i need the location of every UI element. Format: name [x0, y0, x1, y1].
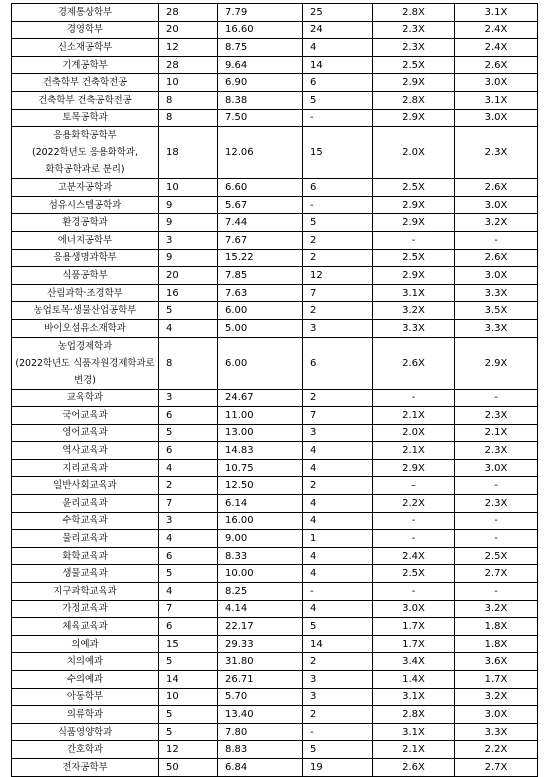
table-row	[12, 653, 538, 671]
waitlist-cell: 4	[303, 459, 373, 477]
department-cell: 윤리교육과	[12, 495, 159, 513]
competition-rate-cell: 15.22	[218, 249, 303, 267]
waitlist-cell: 2	[303, 706, 373, 724]
grade-b-cell: 3.0X	[455, 196, 538, 214]
grade-b-cell: 2.3X	[455, 442, 538, 460]
table-row	[12, 442, 538, 460]
competition-rate-cell: 7.50	[218, 109, 303, 127]
department-cell: 건축학부 건축공학전공	[12, 91, 159, 109]
table-row	[12, 758, 538, 776]
table-row	[12, 302, 538, 320]
grade-b-cell: 3.3X	[455, 284, 538, 302]
department-cell: 고분자공학과	[12, 179, 159, 197]
grade-b-cell: 2.3X	[455, 495, 538, 513]
department-cell: 섬유시스템공학과	[12, 196, 159, 214]
grade-b-cell: 3.0X	[455, 706, 538, 724]
waitlist-cell: 2	[303, 389, 373, 407]
table-row	[12, 267, 538, 285]
grade-a-cell: 2.1X	[373, 442, 455, 460]
quota-cell: 4	[159, 319, 218, 337]
waitlist-cell: 3	[303, 424, 373, 442]
quota-cell: 6	[159, 547, 218, 565]
grade-a-cell: 2.9X	[373, 109, 455, 127]
grade-b-cell: -	[455, 477, 538, 495]
department-cell: 화학교육과	[12, 547, 159, 565]
grade-a-cell: -	[373, 530, 455, 548]
waitlist-cell: -	[303, 109, 373, 127]
table-row	[12, 512, 538, 530]
competition-rate-cell: 6.84	[218, 758, 303, 776]
table-row	[12, 21, 538, 39]
waitlist-cell: 3	[303, 671, 373, 689]
table-row	[12, 231, 538, 249]
grade-a-cell: 2.9X	[373, 196, 455, 214]
waitlist-cell: 4	[303, 565, 373, 583]
table-row	[12, 583, 538, 601]
grade-a-cell: 1.4X	[373, 671, 455, 689]
competition-rate-cell: 12.50	[218, 477, 303, 495]
grade-b-cell: -	[455, 231, 538, 249]
table-row	[12, 319, 538, 337]
waitlist-cell: 2	[303, 249, 373, 267]
department-cell: 아동학부	[12, 688, 159, 706]
grade-a-cell: 2.8X	[373, 91, 455, 109]
quota-cell: 20	[159, 267, 218, 285]
grade-a-cell: 2.3X	[373, 39, 455, 57]
quota-cell: 9	[159, 196, 218, 214]
grade-b-cell: 1.8X	[455, 618, 538, 636]
grade-b-cell: -	[455, 583, 538, 601]
waitlist-cell: 24	[303, 21, 373, 39]
quota-cell: 4	[159, 530, 218, 548]
competition-rate-cell: 31.80	[218, 653, 303, 671]
grade-a-cell: -	[373, 389, 455, 407]
competition-rate-cell: 7.44	[218, 214, 303, 232]
competition-rate-cell: 8.83	[218, 741, 303, 759]
quota-cell: 4	[159, 583, 218, 601]
waitlist-cell: 2	[303, 231, 373, 249]
quota-cell: 14	[159, 671, 218, 689]
competition-rate-cell: 10.75	[218, 459, 303, 477]
waitlist-cell: 5	[303, 214, 373, 232]
quota-cell: 18	[159, 127, 218, 179]
waitlist-cell: 5	[303, 91, 373, 109]
grade-a-cell: 2.2X	[373, 495, 455, 513]
waitlist-cell: 7	[303, 407, 373, 425]
competition-rate-cell: 8.38	[218, 91, 303, 109]
quota-cell: 12	[159, 39, 218, 57]
waitlist-cell: 6	[303, 179, 373, 197]
competition-rate-cell: 9.00	[218, 530, 303, 548]
department-cell: 치의예과	[12, 653, 159, 671]
table-row	[12, 56, 538, 74]
grade-b-cell: 3.1X	[455, 4, 538, 22]
grade-b-cell: 2.7X	[455, 565, 538, 583]
table-row	[12, 127, 538, 179]
grade-b-cell: 2.2X	[455, 741, 538, 759]
admission-results-table	[11, 3, 538, 777]
waitlist-cell: -	[303, 723, 373, 741]
grade-a-cell: 3.1X	[373, 284, 455, 302]
department-cell: 교육학과	[12, 389, 159, 407]
department-cell: 수학교육과	[12, 512, 159, 530]
competition-rate-cell: 6.14	[218, 495, 303, 513]
grade-a-cell: 2.1X	[373, 407, 455, 425]
quota-cell: 9	[159, 214, 218, 232]
grade-a-cell: 2.0X	[373, 424, 455, 442]
competition-rate-cell: 29.33	[218, 635, 303, 653]
department-cell: 농업토목·생물산업공학부	[12, 302, 159, 320]
waitlist-cell: 3	[303, 688, 373, 706]
competition-rate-cell: 6.90	[218, 74, 303, 92]
table-row	[12, 4, 538, 22]
waitlist-cell: 14	[303, 635, 373, 653]
department-cell: 영어교육과	[12, 424, 159, 442]
grade-a-cell: 2.5X	[373, 179, 455, 197]
competition-rate-cell: 8.75	[218, 39, 303, 57]
competition-rate-cell: 13.00	[218, 424, 303, 442]
grade-b-cell: 3.2X	[455, 600, 538, 618]
table-row	[12, 407, 538, 425]
department-cell: 건축학부 건축학전공	[12, 74, 159, 92]
quota-cell: 9	[159, 249, 218, 267]
quota-cell: 8	[159, 337, 218, 389]
table-row	[12, 196, 538, 214]
waitlist-cell: 4	[303, 495, 373, 513]
waitlist-cell: 6	[303, 337, 373, 389]
department-cell: 의예과	[12, 635, 159, 653]
quota-cell: 5	[159, 302, 218, 320]
competition-rate-cell: 8.33	[218, 547, 303, 565]
competition-rate-cell: 16.00	[218, 512, 303, 530]
grade-b-cell: 3.5X	[455, 302, 538, 320]
competition-rate-cell: 4.14	[218, 600, 303, 618]
grade-b-cell: 2.6X	[455, 249, 538, 267]
department-cell: 경제통상학부	[12, 4, 159, 22]
waitlist-cell: 4	[303, 442, 373, 460]
table-row	[12, 671, 538, 689]
competition-rate-cell: 5.00	[218, 319, 303, 337]
waitlist-cell: 4	[303, 512, 373, 530]
grade-a-cell: 3.1X	[373, 688, 455, 706]
quota-cell: 5	[159, 424, 218, 442]
competition-rate-cell: 12.06	[218, 127, 303, 179]
table-row	[12, 530, 538, 548]
department-cell: 의류학과	[12, 706, 159, 724]
grade-a-cell: 2.4X	[373, 547, 455, 565]
quota-cell: 5	[159, 653, 218, 671]
grade-a-cell: -	[373, 231, 455, 249]
grade-a-cell: 2.5X	[373, 565, 455, 583]
competition-rate-cell: 6.00	[218, 302, 303, 320]
grade-a-cell: 2.9X	[373, 459, 455, 477]
waitlist-cell: 1	[303, 530, 373, 548]
waitlist-cell: 2	[303, 653, 373, 671]
grade-b-cell: -	[455, 530, 538, 548]
competition-rate-cell: 22.17	[218, 618, 303, 636]
competition-rate-cell: 7.85	[218, 267, 303, 285]
grade-a-cell: 3.1X	[373, 723, 455, 741]
table-row	[12, 337, 538, 389]
table-row	[12, 688, 538, 706]
grade-a-cell: –	[373, 477, 455, 495]
waitlist-cell: 7	[303, 284, 373, 302]
quota-cell: 6	[159, 618, 218, 636]
competition-rate-cell: 11.00	[218, 407, 303, 425]
department-cell: 신소재공학부	[12, 39, 159, 57]
grade-b-cell: 2.6X	[455, 179, 538, 197]
grade-b-cell: 1.7X	[455, 671, 538, 689]
department-cell: 전자공학부	[12, 758, 159, 776]
grade-b-cell: 2.4X	[455, 39, 538, 57]
waitlist-cell: 3	[303, 319, 373, 337]
department-cell: 환경공학과	[12, 214, 159, 232]
department-cell: 토목공학과	[12, 109, 159, 127]
waitlist-cell: 15	[303, 127, 373, 179]
grade-a-cell: 2.5X	[373, 56, 455, 74]
competition-rate-cell: 9.64	[218, 56, 303, 74]
table-body	[12, 4, 538, 777]
waitlist-cell: 19	[303, 758, 373, 776]
grade-b-cell: -	[455, 512, 538, 530]
grade-b-cell: 3.2X	[455, 214, 538, 232]
table-row	[12, 39, 538, 57]
table-row	[12, 495, 538, 513]
table-row	[12, 249, 538, 267]
department-cell: 역사교육과	[12, 442, 159, 460]
table-row	[12, 74, 538, 92]
competition-rate-cell: 7.67	[218, 231, 303, 249]
department-cell: 생물교육과	[12, 565, 159, 583]
department-cell: 가정교육과	[12, 600, 159, 618]
quota-cell: 7	[159, 495, 218, 513]
table-row	[12, 459, 538, 477]
quota-cell: 50	[159, 758, 218, 776]
waitlist-cell: 4	[303, 600, 373, 618]
grade-a-cell: -	[373, 512, 455, 530]
department-cell: 기계공학부	[12, 56, 159, 74]
department-cell: 체육교육과	[12, 618, 159, 636]
grade-a-cell: 2.5X	[373, 249, 455, 267]
table-row	[12, 547, 538, 565]
department-cell: 농업경제학과 (2022학년도 식품자원경제학과로 변경)	[12, 337, 159, 389]
quota-cell: 4	[159, 459, 218, 477]
quota-cell: 5	[159, 565, 218, 583]
department-cell: 식품공학부	[12, 267, 159, 285]
quota-cell: 8	[159, 109, 218, 127]
grade-b-cell: 2.3X	[455, 127, 538, 179]
waitlist-cell: 4	[303, 39, 373, 57]
department-cell: 물리교육과	[12, 530, 159, 548]
quota-cell: 5	[159, 706, 218, 724]
competition-rate-cell: 7.80	[218, 723, 303, 741]
department-cell: 에너지공학부	[12, 231, 159, 249]
quota-cell: 20	[159, 21, 218, 39]
waitlist-cell: 12	[303, 267, 373, 285]
grade-b-cell: 2.9X	[455, 337, 538, 389]
competition-rate-cell: 26.71	[218, 671, 303, 689]
waitlist-cell: 4	[303, 547, 373, 565]
competition-rate-cell: 13.40	[218, 706, 303, 724]
quota-cell: 10	[159, 179, 218, 197]
table-row	[12, 618, 538, 636]
department-cell: 국어교육과	[12, 407, 159, 425]
grade-a-cell: 3.2X	[373, 302, 455, 320]
department-cell: 응용화학공학부 (2022학년도 응용화학과, 화학공학과로 분리)	[12, 127, 159, 179]
grade-b-cell: 3.2X	[455, 688, 538, 706]
quota-cell: 7	[159, 600, 218, 618]
department-cell: 지구과학교육과	[12, 583, 159, 601]
department-cell: 응용생명과학부	[12, 249, 159, 267]
grade-b-cell: 3.1X	[455, 91, 538, 109]
competition-rate-cell: 8.25	[218, 583, 303, 601]
grade-a-cell: -	[373, 583, 455, 601]
quota-cell: 28	[159, 4, 218, 22]
department-cell: 간호학과	[12, 741, 159, 759]
grade-a-cell: 2.6X	[373, 337, 455, 389]
grade-b-cell: 2.6X	[455, 56, 538, 74]
competition-rate-cell: 6.60	[218, 179, 303, 197]
grade-a-cell: 3.4X	[373, 653, 455, 671]
quota-cell: 6	[159, 407, 218, 425]
table-row	[12, 91, 538, 109]
grade-a-cell: 2.3X	[373, 21, 455, 39]
quota-cell: 10	[159, 74, 218, 92]
grade-b-cell: 2.3X	[455, 407, 538, 425]
table-row	[12, 565, 538, 583]
competition-rate-cell: 24.67	[218, 389, 303, 407]
department-cell: 지리교육과	[12, 459, 159, 477]
table-row	[12, 424, 538, 442]
grade-b-cell: 3.0X	[455, 459, 538, 477]
grade-a-cell: 2.9X	[373, 267, 455, 285]
grade-b-cell: 1.8X	[455, 635, 538, 653]
quota-cell: 28	[159, 56, 218, 74]
table-row	[12, 214, 538, 232]
competition-rate-cell: 10.00	[218, 565, 303, 583]
grade-a-cell: 2.8X	[373, 706, 455, 724]
grade-b-cell: 2.4X	[455, 21, 538, 39]
quota-cell: 10	[159, 688, 218, 706]
quota-cell: 6	[159, 442, 218, 460]
waitlist-cell: 5	[303, 618, 373, 636]
quota-cell: 3	[159, 512, 218, 530]
table-row	[12, 109, 538, 127]
grade-a-cell: 2.1X	[373, 741, 455, 759]
quota-cell: 16	[159, 284, 218, 302]
competition-rate-cell: 5.67	[218, 196, 303, 214]
table-row	[12, 389, 538, 407]
competition-rate-cell: 7.79	[218, 4, 303, 22]
table-row	[12, 284, 538, 302]
grade-b-cell: 3.3X	[455, 319, 538, 337]
waitlist-cell: 2	[303, 302, 373, 320]
quota-cell: 3	[159, 231, 218, 249]
grade-a-cell: 3.3X	[373, 319, 455, 337]
table-row	[12, 706, 538, 724]
waitlist-cell: -	[303, 583, 373, 601]
waitlist-cell: 25	[303, 4, 373, 22]
grade-a-cell: 2.6X	[373, 758, 455, 776]
quota-cell: 12	[159, 741, 218, 759]
grade-b-cell: 3.0X	[455, 109, 538, 127]
grade-a-cell: 2.9X	[373, 74, 455, 92]
grade-b-cell: 3.3X	[455, 723, 538, 741]
grade-a-cell: 2.0X	[373, 127, 455, 179]
grade-b-cell: 2.1X	[455, 424, 538, 442]
quota-cell: 15	[159, 635, 218, 653]
department-cell: 수의예과	[12, 671, 159, 689]
table-row	[12, 723, 538, 741]
competition-rate-cell: 16.60	[218, 21, 303, 39]
grade-a-cell: 1.7X	[373, 635, 455, 653]
department-cell: 일반사회교육과	[12, 477, 159, 495]
table-row	[12, 477, 538, 495]
grade-b-cell: -	[455, 389, 538, 407]
grade-b-cell: 3.0X	[455, 74, 538, 92]
department-cell: 식품영양학과	[12, 723, 159, 741]
table-row	[12, 635, 538, 653]
waitlist-cell: -	[303, 196, 373, 214]
quota-cell: 5	[159, 723, 218, 741]
grade-a-cell: 2.8X	[373, 4, 455, 22]
grade-a-cell: 3.0X	[373, 600, 455, 618]
grade-b-cell: 2.5X	[455, 547, 538, 565]
quota-cell: 3	[159, 389, 218, 407]
waitlist-cell: 2	[303, 477, 373, 495]
waitlist-cell: 6	[303, 74, 373, 92]
table-row	[12, 741, 538, 759]
table-row	[12, 179, 538, 197]
department-cell: 산림과학·조경학부	[12, 284, 159, 302]
waitlist-cell: 14	[303, 56, 373, 74]
grade-a-cell: 1.7X	[373, 618, 455, 636]
grade-b-cell: 3.0X	[455, 267, 538, 285]
department-cell: 경영학부	[12, 21, 159, 39]
grade-a-cell: 2.9X	[373, 214, 455, 232]
table-row	[12, 600, 538, 618]
waitlist-cell: 5	[303, 741, 373, 759]
grade-b-cell: 3.6X	[455, 653, 538, 671]
quota-cell: 8	[159, 91, 218, 109]
competition-rate-cell: 5.70	[218, 688, 303, 706]
quota-cell: 2	[159, 477, 218, 495]
grade-b-cell: 2.7X	[455, 758, 538, 776]
competition-rate-cell: 7.63	[218, 284, 303, 302]
competition-rate-cell: 14.83	[218, 442, 303, 460]
department-cell: 바이오섬유소재학과	[12, 319, 159, 337]
competition-rate-cell: 6.00	[218, 337, 303, 389]
